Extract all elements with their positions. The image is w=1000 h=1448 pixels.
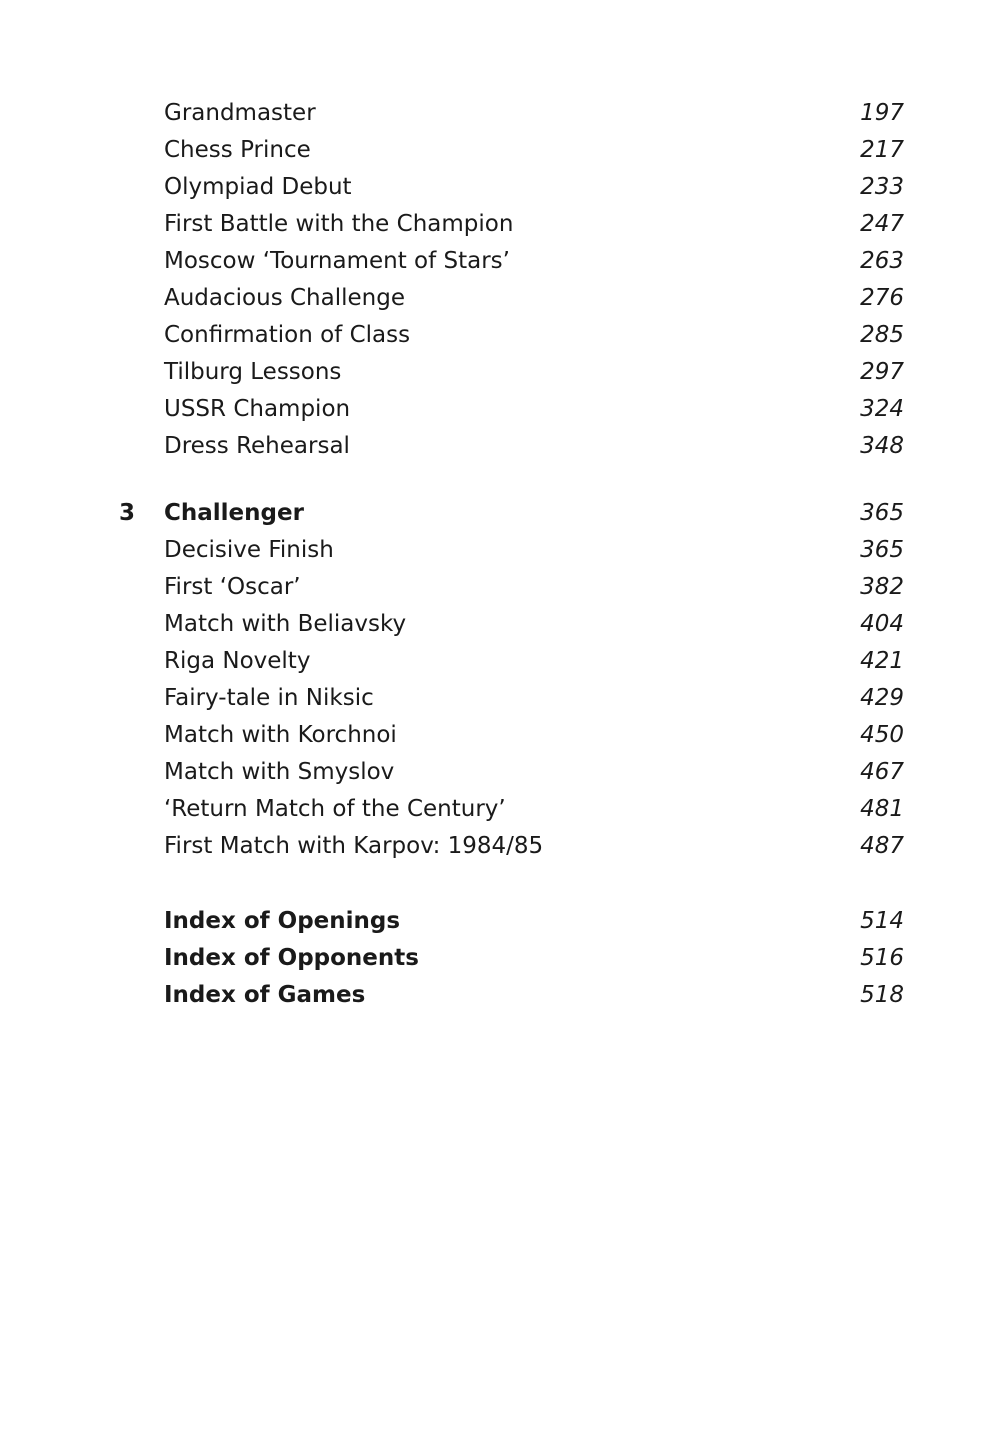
toc-chapter-number: 3 xyxy=(119,500,136,526)
toc-entry-title: Olympiad Debut xyxy=(164,174,352,200)
toc-entry-title: Moscow ‘Tournament of Stars’ xyxy=(164,248,510,274)
toc-entry-title: First ‘Oscar’ xyxy=(164,574,301,600)
toc-entry-page: 467 xyxy=(860,759,904,785)
toc-entry-title: Decisive Finish xyxy=(164,537,334,563)
toc-entry-page: 481 xyxy=(860,796,904,822)
toc-entry-page: 297 xyxy=(860,359,904,385)
toc-entry xyxy=(0,532,1000,569)
toc-entry-page: 285 xyxy=(860,322,904,348)
toc-entry xyxy=(0,428,1000,465)
toc-entry-title: Dress Rehearsal xyxy=(164,433,350,459)
toc-entry-page: 450 xyxy=(860,722,904,748)
toc-entry-page: 514 xyxy=(860,908,904,934)
toc-index-title: Index of Openings xyxy=(164,908,401,934)
toc-entry-title: Tilburg Lessons xyxy=(164,359,342,385)
toc-entry-page: 516 xyxy=(860,945,904,971)
toc-entry xyxy=(0,95,1000,132)
toc-entry-page: 197 xyxy=(860,100,904,126)
toc-entry xyxy=(0,754,1000,791)
toc-entry xyxy=(0,828,1000,865)
toc-entry-title: Fairy-tale in Niksic xyxy=(164,685,374,711)
toc-index-entry xyxy=(0,903,1000,940)
toc-entry-title: Confirmation of Class xyxy=(164,322,411,348)
toc-entry-page: 429 xyxy=(860,685,904,711)
toc-entry xyxy=(0,791,1000,828)
toc-entry xyxy=(0,280,1000,317)
toc-entry-title: Match with Korchnoi xyxy=(164,722,397,748)
toc-entry-title: First Match with Karpov: 1984/85 xyxy=(164,833,544,859)
toc-entry-title: ‘Return Match of the Century’ xyxy=(164,796,506,822)
toc-entry xyxy=(0,206,1000,243)
toc-entry xyxy=(0,391,1000,428)
toc-entry xyxy=(0,643,1000,680)
toc-entry xyxy=(0,132,1000,169)
toc-index-entry xyxy=(0,977,1000,1014)
toc-entry-title: Match with Beliavsky xyxy=(164,611,407,637)
toc-section-indexes xyxy=(0,903,1000,1014)
toc-entry-page: 247 xyxy=(860,211,904,237)
toc-entry xyxy=(0,717,1000,754)
toc-entry xyxy=(0,169,1000,206)
toc-entry-title: Chess Prince xyxy=(164,137,311,163)
toc-entry-title: USSR Champion xyxy=(164,396,351,422)
toc-entry-page: 324 xyxy=(860,396,904,422)
toc-entry-page: 348 xyxy=(860,433,904,459)
toc-entry-page: 365 xyxy=(860,537,904,563)
toc-entry-page: 217 xyxy=(860,137,904,163)
toc-entry-title: First Battle with the Champion xyxy=(164,211,514,237)
toc-entry-title: Riga Novelty xyxy=(164,648,311,674)
toc-entry xyxy=(0,606,1000,643)
toc-index-title: Index of Opponents xyxy=(164,945,419,971)
toc-entry xyxy=(0,680,1000,717)
toc-entry xyxy=(0,569,1000,606)
toc-section-continued xyxy=(0,95,1000,465)
toc-chapter-heading xyxy=(0,495,1000,532)
toc-entry-page: 233 xyxy=(860,174,904,200)
toc-entry-page: 518 xyxy=(860,982,904,1008)
toc-section-chapter-3 xyxy=(0,495,1000,865)
toc-entry xyxy=(0,243,1000,280)
toc-entry-page: 263 xyxy=(860,248,904,274)
toc-entry xyxy=(0,317,1000,354)
toc-entry xyxy=(0,354,1000,391)
toc-chapter-title: Challenger xyxy=(164,500,304,526)
toc-entry-title: Grandmaster xyxy=(164,100,316,126)
toc-entry-page: 421 xyxy=(860,648,904,674)
toc-entry-title: Audacious Challenge xyxy=(164,285,405,311)
toc-index-title: Index of Games xyxy=(164,982,366,1008)
toc-entry-page: 365 xyxy=(860,500,904,526)
toc-entry-page: 487 xyxy=(860,833,904,859)
toc-index-entry xyxy=(0,940,1000,977)
toc-entry-page: 404 xyxy=(860,611,904,637)
toc-entry-page: 276 xyxy=(860,285,904,311)
toc-entry-title: Match with Smyslov xyxy=(164,759,395,785)
toc-entry-page: 382 xyxy=(860,574,904,600)
